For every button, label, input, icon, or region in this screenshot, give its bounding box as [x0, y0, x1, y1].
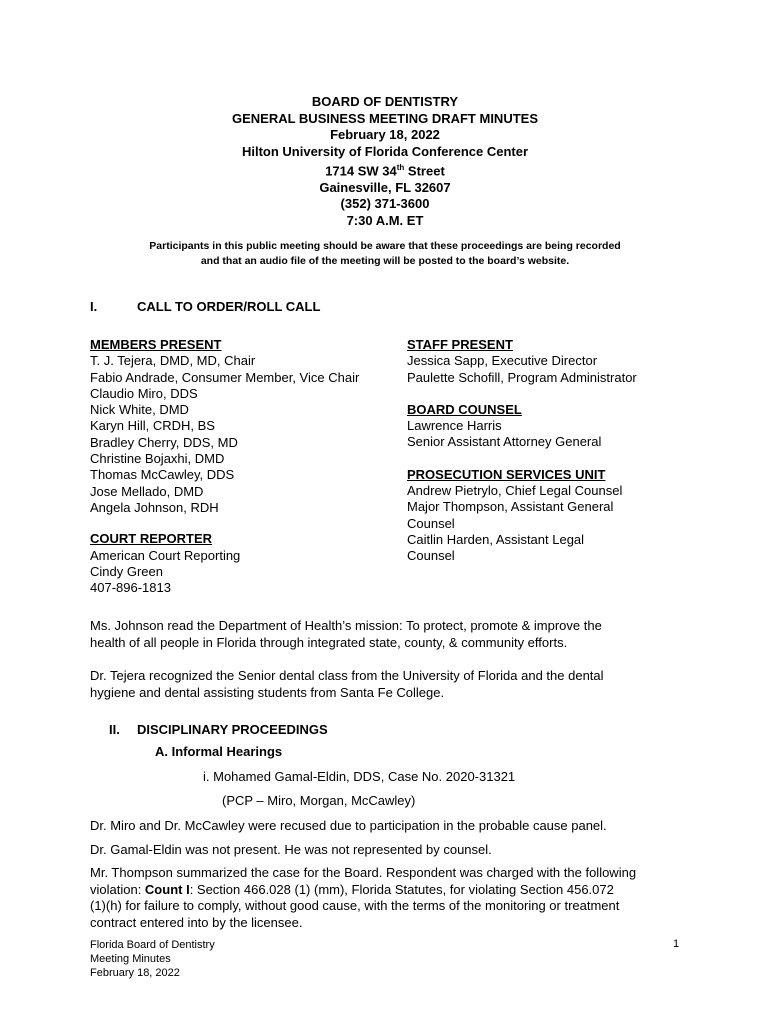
staff-heading: STAFF PRESENT	[407, 337, 513, 352]
staff-item: Paulette Schofill, Program Administrator	[407, 369, 637, 385]
summary-paragraph: Mr. Thompson summarized the case for the Board. Respondent was charged with the following violation: Count I: Section 466.028 (1) (mm), Florida Statutes, for violating Section 456.072 (1)(h) for failure to comply, without good cause, with the terms of the monitoring or treatment contract entered into by the licensee.	[90, 865, 637, 930]
venue-phone: (352) 371-3600	[340, 196, 430, 212]
recording-notice: Participants in this public meeting should be aware that these proceedings are being recorded and that an audio file of the meeting will be posted to the board’s website.	[149, 240, 621, 267]
not-present-line: Dr. Gamal-Eldin was not present. He was not represented by counsel.	[90, 842, 492, 857]
meeting-date: February 18, 2022	[330, 127, 440, 142]
left-column	[90, 337, 359, 596]
staff-item: Jessica Sapp, Executive Director	[407, 353, 598, 369]
members-heading: MEMBERS PRESENT	[90, 337, 222, 352]
court-item: Cindy Green	[90, 563, 163, 579]
venue-name: Hilton University of Florida Conference Center	[241, 143, 529, 159]
board-counsel-heading: BOARD COUNSEL	[407, 401, 522, 417]
prosecution-item: Major Thompson, Assistant General	[407, 499, 614, 515]
court-item: American Court Reporting	[90, 547, 241, 563]
prosecution-item: Caitlin Harden, Assistant Legal	[407, 531, 585, 547]
member-item: Fabio Andrade, Consumer Member, Vice Chair	[90, 369, 360, 385]
member-item: Jose Mellado, DMD	[90, 483, 204, 499]
member-item: Nick White, DMD	[90, 402, 189, 418]
document-header	[0, 94, 770, 229]
case-line: i. Mohamed Gamal-Eldin, DDS, Case No. 2020-31321	[203, 769, 516, 784]
counsel-item: Senior Assistant Attorney General	[407, 434, 602, 450]
member-item: Bradley Cherry, DDS, MD	[90, 434, 238, 450]
section-1-title: CALL TO ORDER/ROLL CALL	[137, 299, 321, 314]
page-footer: Florida Board of Dentistry Meeting Minutes February 18, 2022	[90, 939, 215, 979]
member-item: Thomas McCawley, DDS	[90, 467, 235, 483]
mission-paragraph: Ms. Johnson read the Department of Health’s mission: To protect, promote & improve the health of all people in Florida through integrated state, county, & community efforts.	[90, 618, 602, 650]
member-item: Angela Johnson, RDH	[90, 499, 219, 515]
venue-street: 1714 SW 34th Street	[325, 163, 445, 179]
meeting-time: 7:30 A.M. ET	[346, 212, 424, 228]
member-item: Claudio Miro, DDS	[90, 385, 198, 401]
court-reporter-heading: COURT REPORTER	[90, 531, 213, 547]
pcp-line: (PCP – Miro, Morgan, McCawley)	[222, 793, 416, 808]
section-2-number: II.	[109, 722, 120, 737]
subsection-a-title: A. Informal Hearings	[155, 744, 283, 759]
page-number: 1	[673, 938, 680, 950]
prosecution-heading: PROSECUTION SERVICES UNIT	[407, 466, 606, 482]
section-1-number: I.	[90, 299, 98, 314]
recognition-paragraph: Dr. Tejera recognized the Senior dental class from the University of Florida and the dental hygiene and dental assisting students from Santa Fe College.	[90, 668, 604, 700]
meeting-title: GENERAL BUSINESS MEETING DRAFT MINUTES	[231, 110, 538, 126]
venue-city: Gainesville, FL 32607	[319, 179, 451, 195]
member-item: T. J. Tejera, DMD, MD, Chair	[90, 353, 256, 369]
count-label: Count I	[144, 881, 190, 897]
recused-line: Dr. Miro and Dr. McCawley were recused due to participation in the probable cause panel.	[90, 818, 607, 833]
prosecution-item: Counsel	[407, 515, 455, 531]
board-title: BOARD OF DENTISTRY	[311, 94, 459, 109]
counsel-item: Lawrence Harris	[407, 418, 502, 434]
member-item: Christine Bojaxhi, DMD	[90, 451, 225, 467]
prosecution-item: Andrew Pietrylo, Chief Legal Counsel	[407, 483, 623, 499]
prosecution-item: Counsel	[407, 548, 455, 564]
member-item: Karyn Hill, CRDH, BS	[90, 418, 215, 434]
court-item: 407-896-1813	[90, 580, 171, 596]
section-2-title: DISCIPLINARY PROCEEDINGS	[137, 722, 328, 737]
right-column	[407, 337, 637, 565]
